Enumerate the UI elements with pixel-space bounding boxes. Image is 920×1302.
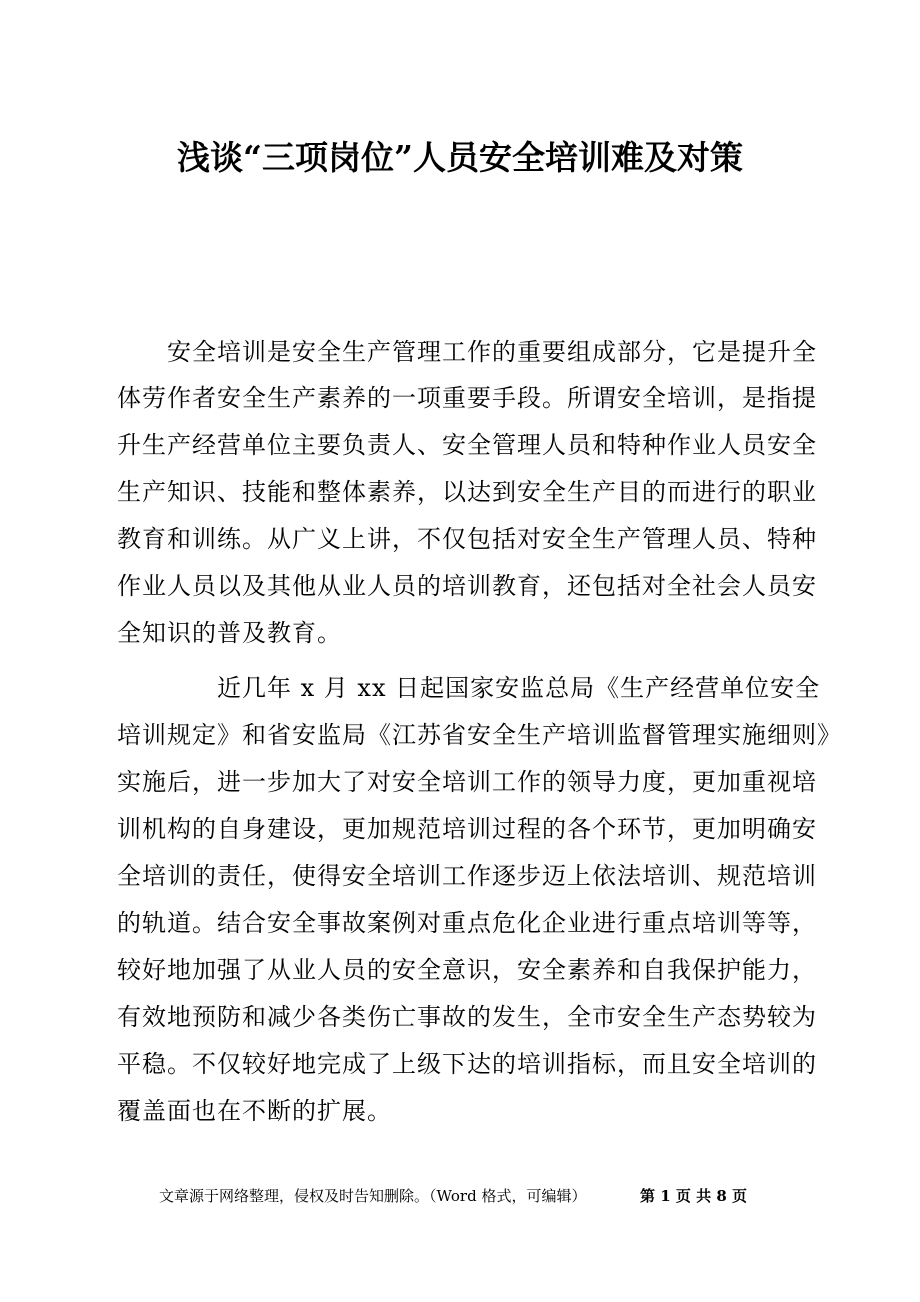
- body-line: 作业人员以及其他从业人员的培训教育，还包括对全社会人员安: [117, 572, 817, 600]
- body-line: 有效地预防和减少各类伤亡事故的发生，全市安全生产态势较为: [117, 1003, 817, 1031]
- body-line: 全培训的责任，使得安全培训工作逐步迈上依法培训、规范培训: [117, 862, 817, 890]
- footer-note: 文章源于网络整理，侵权及时告知删除。（Word 格式，可编辑）: [159, 1187, 587, 1205]
- body-line: 实施后，进一步加大了对安全培训工作的领导力度，更加重视培: [117, 768, 817, 796]
- body-line: 教育和训练。从广义上讲，不仅包括对安全生产管理人员、特种: [117, 525, 817, 553]
- page-number: 第 1 页 共 8 页: [640, 1187, 747, 1205]
- body-line: 的轨道。结合安全事故案例对重点危化企业进行重点培训等等，: [117, 909, 817, 937]
- body-line: 安全培训是安全生产管理工作的重要组成部分，它是提升全: [117, 338, 817, 366]
- body-line: 覆盖面也在不断的扩展。: [117, 1097, 392, 1125]
- body-line: 全知识的普及教育。: [117, 619, 342, 647]
- body-line: 体劳作者安全生产素养的一项重要手段。所谓安全培训，是指提: [117, 384, 817, 412]
- body-line: 较好地加强了从业人员的安全意识，安全素养和自我保护能力，: [117, 956, 817, 984]
- body-line: 近几年 x 月 xx 日起国家安监总局《生产经营单位安全: [117, 674, 821, 702]
- body-line: 升生产经营单位主要负责人、安全管理人员和特种作业人员安全: [117, 431, 817, 459]
- body-line: 生产知识、技能和整体素养，以达到安全生产目的而进行的职业: [117, 478, 817, 506]
- body-line: 平稳。不仅较好地完成了上级下达的培训指标，而且安全培训的: [117, 1050, 817, 1078]
- document-title: 浅谈“三项岗位”人员安全培训难及对策: [177, 138, 743, 177]
- body-line: 培训规定》和省安监局《江苏省安全生产培训监督管理实施细则》: [117, 721, 842, 749]
- body-line: 训机构的自身建设，更加规范培训过程的各个环节，更加明确安: [117, 815, 817, 843]
